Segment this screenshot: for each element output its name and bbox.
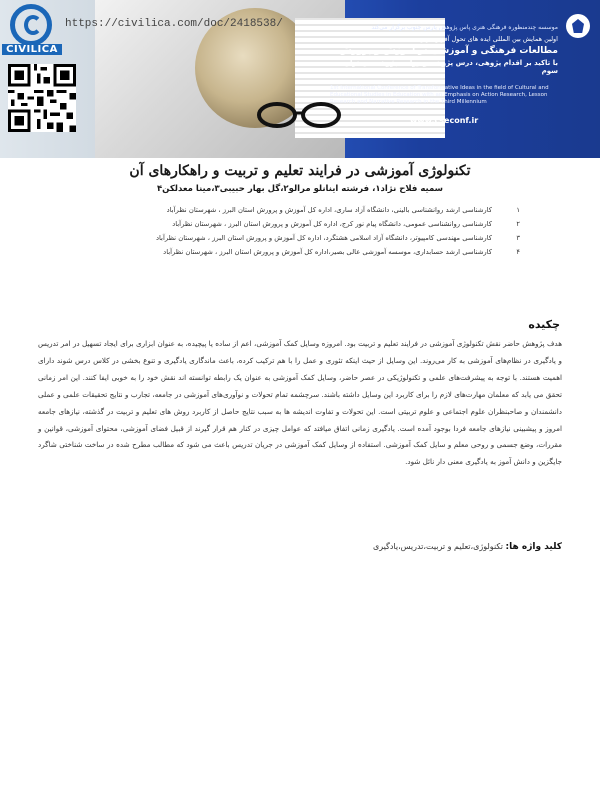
abstract-heading: چکیده: [528, 318, 560, 331]
document-url[interactable]: https://civilica.com/doc/2418538/: [65, 18, 283, 30]
affiliation-item: [100, 234, 520, 242]
paper-title: تکنولوژی آموزشی در فرایند تعلیم و تربیت و راهکارهای آن: [129, 163, 471, 179]
affiliation-item: [100, 220, 520, 228]
conference-title: مطالعات فرهنگی و آموزشی در آموزش و پرورش: [339, 46, 558, 56]
affiliations-list: [100, 206, 520, 262]
qr-code-icon[interactable]: [8, 64, 76, 132]
conference-organizer: موسسه چندمنظوره فرهنگی هنری پاس پژوهش پارس جنوب برگزار می‌کند: [371, 24, 558, 31]
keywords-value: تکنولوژی،تعلیم و تربیت،تدریس،یادگیری: [372, 542, 503, 551]
affiliation-item: [100, 248, 520, 256]
abstract-body: هدف پژوهش حاضر نقش تکنولوژی آموزشی در فرایند تعلیم و تربیت بود. امروزه وسایل کمک آموزشی، اعم از ساده یا پیچیده، به عنوان ابزاری برای ایجاد تسهیل در امر تدریس و یادگیری در نظام‌های آموزشی به کار می‌روند. این وسایل از حیث اینکه تئوری و عمل را با هم ترکیب کرده، باعث ماندگاری یادگیری و تنوع بخشی در کلاس درس شوند دارای اهمیت هستند. با توجه به پیشرفت‌های علمی و تکنولوژیکی در عصر حاضر، وسایل کمک آموزشی به عنوان یک رابطه توانسته اند نقش خود را به خوبی ایفا کنند. این امر زمانی تحقق می یابد که معلمان مهارت‌های لازم را برای کاربرد این وسایل داشته باشند. سرچشمه تمام تحولات و نوآوری‌های آموزشی در جامعه، تجارب و نتایج تحقیقات علمی و عملی دانشمندان و صاحبنظران علوم اجتماعی و علوم تربیتی است. این تحولات و تفاوت اندیشه ها به سبب نتایج حاصل از کاربرد روش های تعلیم و تربیت در گذشته، نیازهای جامعه امروز و پیشبینی نیازهای جامعه فردا بوجود آمده است. یادگیری زمانی اتفاق میافتد که عوامل چیزی در کنار هم قرار گیرند از قبیل فضای آموزشی، محتوای آموزشی، قوانین و مقررات، وضع جسمی و روحی معلم و سایل کمک آموزشی. استفاده از وسایل کمک آموزشی در جریان تدریس باعث می شود که مطالب مطرح شده در ساخت شناختی شاگرد جایگزین و دانش آموز به یادگیری معنی دار نائل شود.: [38, 339, 562, 467]
conference-english-title: 1st International Conference of Transformative Ideas in the field of Cultural and Educational Studies in Education with an Emphasis on Action Research, Lesson Research and Narrative Research in the Third Millennium: [330, 85, 549, 105]
paper-authors: سمیه فلاح نژاد۱، فرشته اینانلو مرالو۲،گل بهار حبیبی۳،مینا معدلکن۴: [156, 184, 444, 194]
conference-info: [330, 2, 558, 152]
affiliation-number: ۱: [516, 206, 520, 214]
conference-website[interactable]: www.cseconf.ir: [409, 116, 479, 125]
affiliation-number: ۴: [516, 248, 520, 256]
conference-emblem-icon: [566, 14, 590, 38]
affiliation-text: کارشناسی روانشناسی عمومی، دانشگاه پیام نور کرج، اداره کل آموزش و پرورش استان البرز ، شهرستان نظرآباد: [172, 220, 492, 228]
civilica-logo-text: CIVILICA: [2, 44, 62, 55]
affiliation-text: کارشناسی مهندسی کامپیوتر، دانشگاه آزاد اسلامی هشتگرد، اداره کل آموزش و پرورش استان البرز ، شهرستان نظرآباد: [155, 234, 492, 242]
conference-subtitle: اولین همایش بین المللی ایده های تحول آفرین در زمینه: [409, 35, 558, 43]
affiliation-number: ۲: [516, 220, 520, 228]
conference-tagline: با تاکید بر اقدام پژوهی، درس پژوهی و روایت پژوهی در هزاره سوم: [341, 59, 558, 75]
affiliation-text: کارشناسی ارشد روانشناسی بالینی، دانشگاه آزاد ساری، اداره کل آموزش و پرورش استان البرز ، شهرستان نظرآباد: [166, 206, 492, 214]
civilica-logo-icon: [10, 4, 52, 46]
keywords-line: [300, 542, 562, 552]
affiliation-number: ۳: [516, 234, 520, 242]
keywords-label: کلید واژه ها:: [505, 542, 562, 552]
civilica-logo[interactable]: [2, 2, 62, 58]
conference-banner: [0, 0, 600, 158]
affiliation-text: کارشناسی ارشد حسابداری، موسسه آموزشی عالی بصیر،اداره کل آموزش و پرورش استان البرز ، شهرستان نظرآباد: [163, 248, 492, 256]
affiliation-item: [100, 206, 520, 214]
